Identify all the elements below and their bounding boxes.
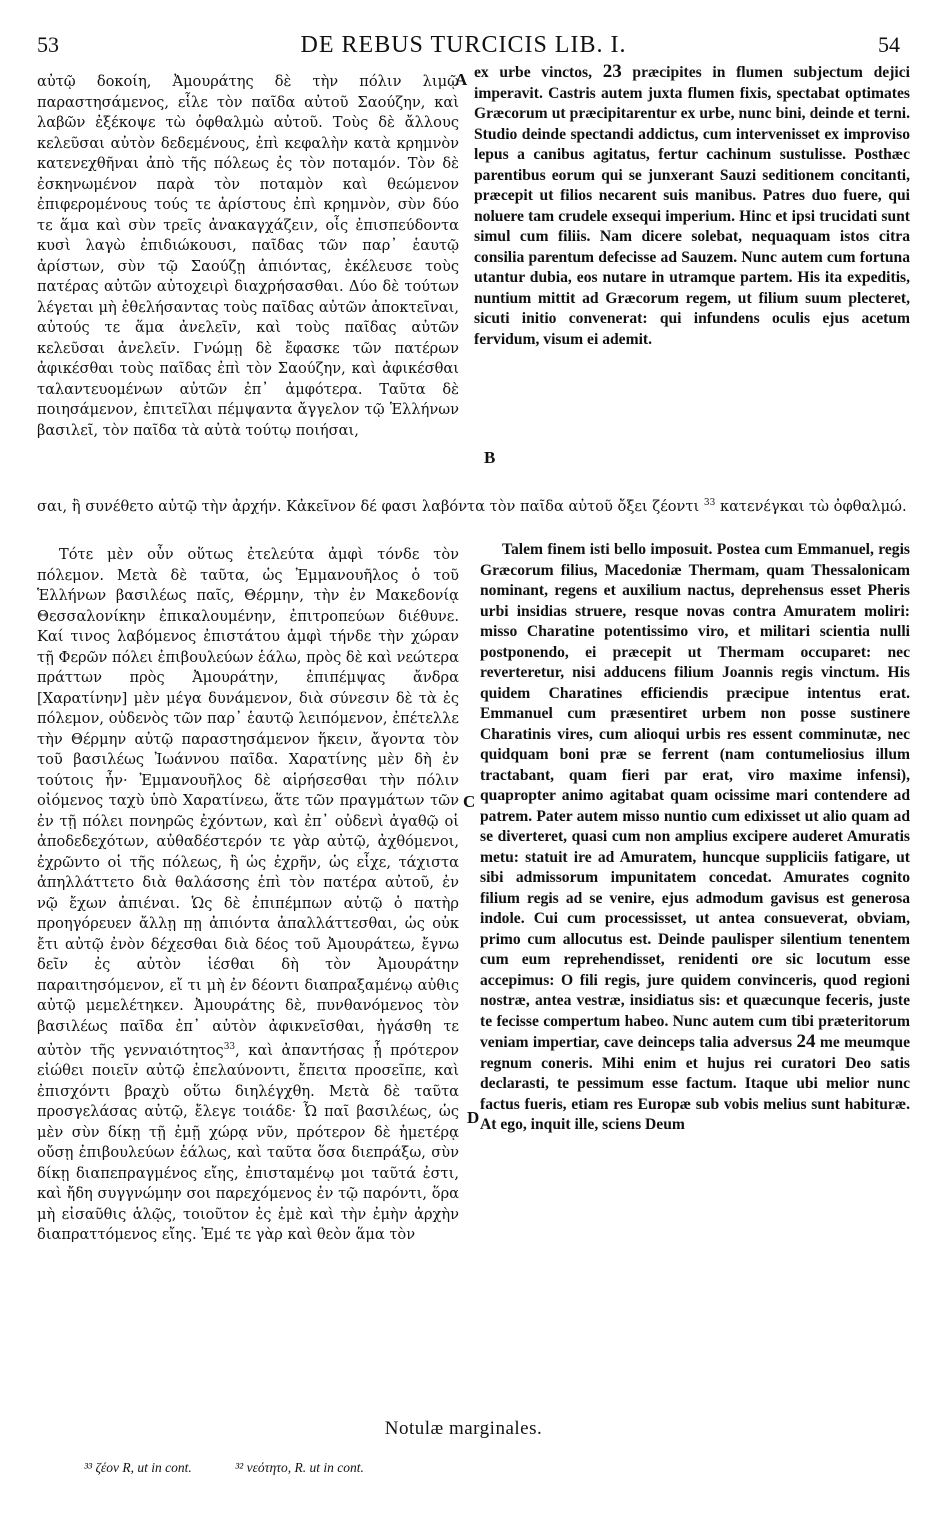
latin-text: ex urbe vinctos,: [474, 64, 592, 81]
margin-letter-c: C: [463, 792, 476, 811]
notes-title: Notulæ marginales.: [384, 1418, 543, 1439]
page-number-right: 54: [878, 32, 900, 57]
margin-letter-b: B: [484, 448, 496, 467]
latin-paragraph: [474, 62, 910, 350]
latin-paragraph: [480, 540, 910, 1136]
page-number-left: 53: [37, 32, 59, 57]
latin-text: præcipites in flumen subjectum dejici imperavit. Castris autem juxta flumen fixis, spectabat optimates Græcorum ut præcipitarentur ex urbe, nunc bini, deinde et terni. Studio deinde spectandi addictus, cum intervenisset ex improviso lepus a canibus agitatus, fertur cachinum sustulisse. Posthæc parentibus eorum qui se junxerant Sauzi seditionem concitanti, præcepit ut filios necarent suis manibus. Patres duo fuere, qui noluere tam crudele exsequi imperium. Hinc et ipsi trucidati sunt simul cum filiis. Nam dicere solebat, nequaquam istos citra consilia parentum defecisse ad Sauzem. Nunc autem cum fortuna utantur dubia, eos nutare in utramque partem. His ita expeditis, nuntium mittit ad Græcorum regem, ut filium suum plecteret, sicuti initio convenerat: qui infundens oculis ejus acetum fervidum, visum ei ademit.: [474, 64, 910, 348]
running-header: [0, 32, 927, 62]
note-reference: 33: [223, 1042, 236, 1052]
latin-column-top: [474, 62, 910, 350]
section-number: 24: [796, 1031, 816, 1052]
margin-letter-a: A: [455, 70, 468, 89]
latin-column-bottom: [480, 540, 910, 1136]
section-number: 23: [602, 61, 622, 82]
latin-text: me meumque regnum coneris. Mihi enim et hujus rei curatori Deo satis declarasti, te pessimum esse factum. Itaque ubi melior nunc factus fueris, etiam res Europæ sub vobis melius sunt habituræ. At ego, inquit ille, sciens Deum: [480, 1034, 910, 1133]
note-reference: 33: [703, 498, 716, 508]
greek-text: Τότε μὲν οὖν οὕτως ἐτελεύτα ἀμφὶ τόνδε τὸν πόλεμον. Μετὰ δὲ ταῦτα, ὡς Ἐμμανουῆλος ὁ τοῦ Ἑλλήνων βασιλέως παῖς, Θέρμην, τὴν ἐν Μακεδονίᾳ Θεσσαλονίκην ἐπικαλουμένην, ἐπιτροπεύων διέθυνε. Καί τινος λαβόμενος ἐπιστάτου ἀμφὶ τήνδε τὴν χώραν τῇ Φερῶν πόλει ἐπιβουλεύων ἑάλω, πρὸς δὲ καὶ νεώτερα πράττων πρὸς Ἀμουράτην, ἐπιπέμψας ἄνδρα [Χαρατίνην] μὲν μέγα δυνάμενον, διὰ σύνεσιν δὲ τὰ ἐς πόλεμον, οὐδενὸς τῶν παρ᾽ ἑαυτῷ λειπόμενον, ἐπέτελλε τὴν Θέρμην αὐτῷ παραστησάμενον ἥκειν, ἄγοντα τὸν τοῦ βασιλέως Ἰωάννου παῖδα. Χαρατίνης μὲν δὴ ἐν τούτοις ἦν· Ἐμμανουῆλος δὲ αἱρήσεσθαι τὴν πόλιν οἰόμενος ταχὺ ὑπὸ Χαρατίνεω, ἅτε τῶν πραγμάτων τῶν ἐν τῇ πόλει πονηρῶς ἐχόντων, καὶ ἐπ᾽ οὐδενὶ ἀγαθῷ οἱ ἀποδεδεχότων, αὐθαδέστερόν τε γὰρ αὐτῷ, ἀχθόμενοι, ἐχρῶντο οἱ τῆς πόλεως, ἢ ὡς ἐχρῆν, ὡς εἶχε, τάχιστα ἀπηλλάττετο διὰ θαλάσσης ἐπὶ τὸν πατέρα αὐτοῦ, ἐν νῷ ἔχων ἀπιέναι. Ὡς δὲ ἐπιπέμπων αὐτῷ ὁ πατὴρ προηγόρευεν ἄλλῃ πῃ ἀπιόντα ἀπαλλάττεσθαι, ὡς οὐκ ἔτι αὐτῷ ἐνὸν δέχεσθαι διὰ δέος τοῦ Ἀμουράτεω, ἔγνω δεῖν ἐς αὐτὸν ἰέσθαι δὴ τὸν Ἀμουράτην παραιτησόμενον, εἴ τι μὴ ἐν δέοντι διαπραξαμένῳ αὐθις αὐτῷ μεμελέτηκεν. Ἀμουράτης δὲ, πυνθανόμενος τὸν βασιλέως παῖδα ἐπ᾽ αὐτὸν ἀφικνεῖσθαι, ἠγάσθη τε αὐτὸν τῆς γενναιότητος: [37, 546, 459, 1059]
greek-text: κατενέγκαι τὼ ὀφθαλμώ.: [719, 497, 907, 515]
greek-column-bottom: [37, 545, 459, 1246]
running-title: DE REBUS TURCICIS LIB. I.: [300, 32, 627, 58]
latin-text: Talem finem isti bello imposuit. Postea cum Emmanuel, regis Græcorum filius, Macedoniæ Thermam, quam Thessalonicam nominant, regens et auxilium nactus, deprehensus esset Pheris urbi insidias struere, resque novas contra Amuratem moliri: misso Charatine potentissimo viro, et militari scientia nulli postponendo, ei præcepit ut Thermam occuparet: nec reverteretur, nisi adducens filium Joannis regis vinctum. His quidem Charatines efficiendis præcipue intentus erat. Emmanuel cum præsentiret urbem non posse sustinere Charatinis vires, cum alioqui urbis res essent comminutæ, nec quidquam boni præ se ferrent (nam contumeliosius illum tractabant, quam fieri par erat, viro maxime infensi), quapropter animo agitabat quam ocissime mari contendere ad patrem. Pater autem misso nuntio cum edixisset ut alio quam ad se diverteret, quasi cum non amplius excipere auderet Amuratis metu: statuit ire ad Amuratem, huncque suppliciis fatigare, ut sibi admissorum impunitatem concedat. Amurates cognito filium regis ad se venire, ejus admodum gavisus est generosa indole. Cui cum processisset, ut antea consueverat, obviam, primo cum allocutus est. Deinde paulisper silentium tenentem cum eum reprehendisset, renidenti ore sic locutum esse accepimus: O fili regis, jure quidem convinceris, quod regioni nostræ, antea vestræ, insidiatus sis: et quæcunque feceris, juste te fecisse compertum habeo. Nunc autem cum tibi præteritorum veniam impertiar, cave deinceps talia adversus: [480, 541, 910, 1051]
footnote: ³² νεότητο, R. ut in cont.: [235, 1460, 364, 1475]
greek-full-width-line: [37, 493, 910, 517]
greek-text: σαι, ἢ συνέθετο αὐτῷ τὴν ἀρχήν. Κἀκεῖνον δέ φασι λαβόντα τὸν παῖδα αὐτοῦ ὄξει ζέοντι: [37, 497, 700, 515]
footnote: ³³ ζέον R, ut in cont.: [84, 1460, 192, 1475]
greek-column-top: [37, 72, 459, 441]
greek-paragraph: αὐτῷ δοκοίη, Ἀμουράτης δὲ τὴν πόλιν λιμῷ παραστησάμενος, εἷλε τὸν παῖδα αὐτοῦ Σαούζην, καὶ λαβῶν ἐξέκοψε τὼ ὀφθαλμὼ αὐτοῦ. Τοὺς δὲ ἄλλους κελεῦσαι αὐτὸν δεδεμένους, ἐπὶ κεφαλὴν κατὰ κρημνὸν κατενεχθῆναι ἀπὸ τῆς πόλεως ἐς τὸν ποταμόν. Τὸν δὲ ἐσκηνωμένον παρὰ τὸν ποταμὸν καὶ θεώμενον ἐπιφερομένους τούς τε ἀρίστους ἐπὶ κρημνὸν, σὺν δύο τε ἅμα καὶ σὺν τρεῖς ἀνακαγχάζειν, οἷς ἐπισπεύδοντα κυσὶ λαγὼ ἐπιδιώκουσι, παῖδας τῶν παρ᾽ ἑαυτῷ ἀρίστων, σὺν τῷ Σαούζῃ ἀπιόντας, ἐκέλευσε τοὺς πατέρας αὐτῶν αὐτοχειρὶ διαχρήσασθαι. Δύο δὲ τούτων λέγεται μὴ ἐθελήσαντας τοὺς παῖδας αὐτῶν ἀποκτεῖναι, αὐτούς τε ἅμα ἀνελεῖν, καὶ τοὺς παῖδας αὐτῶν κελεῦσαι ἀνελεῖν. Γνώμῃ δὲ ἔφασκε τῶν πατέρων ἀφικέσθαι τοὺς παῖδας ἐπὶ τὸν Σαούζην, καὶ ἀφικέσθαι ταλαντευομένων αὐτῶν ἐπ᾽ ἀμφότερα. Ταῦτα δὲ ποιησάμενον, ἐπιτεῖλαι πέμψαντα ἄγγελον τῷ Ἑλλήνων βασιλεῖ, τὸν παῖδα τὰ αὐτὰ τούτῳ ποιήσαι,: [37, 73, 459, 439]
footnotes: [84, 1460, 404, 1476]
greek-paragraph: [37, 545, 459, 1246]
greek-text: , καὶ ἀπαντήσας ᾗ πρότερον εἰώθει ποιεῖν αὐτῷ ἐπελαύνοντι, ἔπειτα προσεῖπε, καὶ ἐπισχόντι βραχὺ οὕτω διηλέγχθη. Μετὰ δὲ ταῦτα προσγελάσας αὐτῷ, ἔλεγε τοιάδε· Ὦ παῖ βασιλέως, ὡς μὲν σὺν δίκῃ τῇ ἐμῇ χώρᾳ νῦν, πρότερον δὲ ἡμετέρᾳ οὔσῃ ἐπιβουλεύων ἑάλως, καὶ ταῦτα ὅσα διεπράξω, σὺν δίκῃ διαπεπραγμένος εἴης, ἐπισταμένῳ μοι ταῦτά ἐστι, καὶ ἤδη συγγνώμην σοι παρεχόμενος ἐν τῷ παρόντι, ὅρα μὴ εἰσαῦθις ἁλῷς, τοιοῦτον ἐς ἐμὲ καὶ τὴν ἐμὴν ἀρχὴν διαπραττόμενος εἴης. Ἐμέ τε γὰρ καὶ θεὸν ἅμα τὸν: [37, 1041, 460, 1244]
margin-letter-d: D: [467, 1108, 480, 1127]
